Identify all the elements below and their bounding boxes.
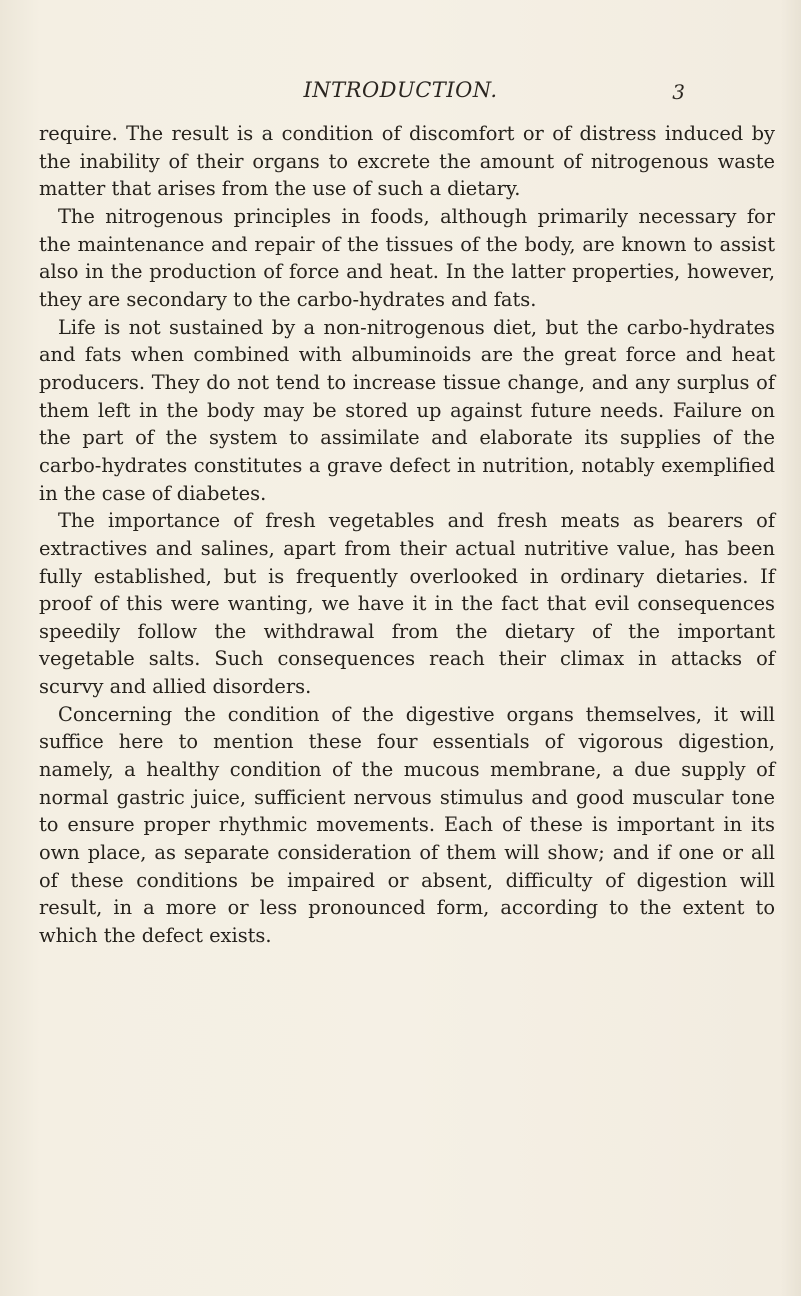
- body-text: [39, 120, 775, 950]
- page-header: [0, 78, 801, 112]
- paragraph: The importance of fresh vegetables and fresh meats as bearers of extractives and salines, apart from their actual nutritive value, has been fully established, but is frequently overlooked in ordinary dietaries. If proof of this were wanting, we have it in the fact that evil consequences speedily follow the withdrawal from the dietary of the important vegetable salts. Such consequences reach their climax in attacks of scurvy and allied disorders.: [39, 509, 775, 699]
- paragraph: Concerning the condition of the digestive organs themselves, it will suffice here to mention these four essentials of vigorous digestion, namely, a healthy condition of the mucous membrane, a due supply of normal gastric juice, sufficient nervous stimulus and good muscular tone to ensure proper rhythmic movements. Each of these is important in its own place, as separate consideration of them will show; and if one or all of these conditions be impaired or absent, difficulty of digestion will result, in a more or less pronounced form, according to the extent to which the defect exists.: [39, 702, 775, 948]
- paragraph: The nitrogenous principles in foods, although primarily necessary for the maintenance and repair of the tissues of the body, are known to assist also in the production of force and heat. In the latter properties, however, they are secondary to the carbo-hydrates and fats.: [39, 204, 775, 311]
- page-number: 3: [672, 80, 685, 104]
- running-head: INTRODUCTION.: [303, 78, 498, 102]
- paragraph: require. The result is a condition of discomfort or of distress induced by the inability of their organs to excrete the amount of nitrogenous waste matter that arises from the use of such a dietary.: [39, 122, 775, 201]
- paragraph: Life is not sustained by a non-nitrogenous diet, but the carbo-hydrates and fats when combined with albuminoids are the great force and heat producers. They do not tend to increase tissue change, and any surplus of them left in the body may be stored up against future needs. Failure on the part of the system to assimilate and elaborate its supplies of the carbo-hydrates constitutes a grave defect in nutrition, notably exemplified in the case of diabetes.: [39, 315, 775, 505]
